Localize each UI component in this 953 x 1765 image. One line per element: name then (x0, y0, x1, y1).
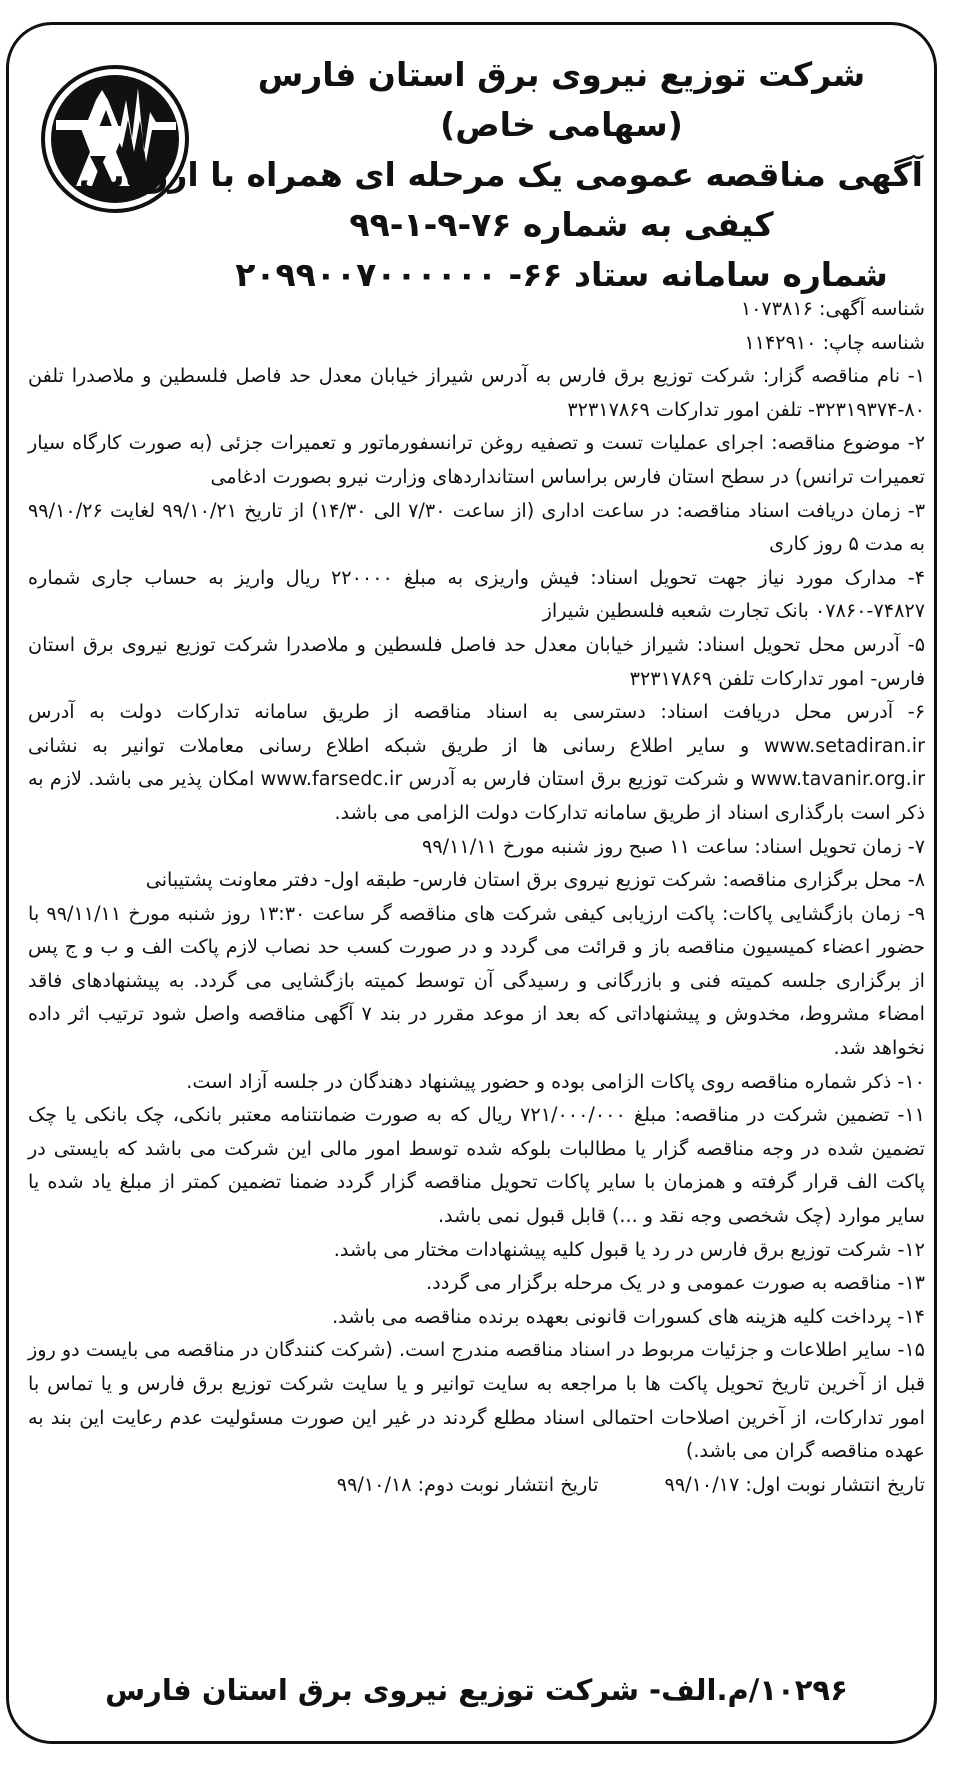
ad-id: شناسه آگهی: ۱۰۷۳۸۱۶ (740, 297, 925, 320)
notice-title: آگهی مناقصه عمومی یک مرحله ای همراه با ارزیابی (78, 155, 923, 194)
item-2: ۲- موضوع مناقصه: اجرای عملیات تست و تصفیه روغن ترانسفورماتور و تعمیرات جزئی (به صورت کارگاه سیار تعمیرات ترانس) در سطح استان فارس براساس استانداردهای وزارت نیرو بصورت ادغامی (28, 431, 925, 488)
item-3: ۳- زمان دریافت اسناد مناقصه: در ساعت اداری (از ساعت ۷/۳۰ الی ۱۴/۳۰) از تاریخ ۹۹/۱۰/۲۱ لغایت ۹۹/۱۰/۲۶ به مدت ۵ روز کاری (28, 498, 925, 556)
item-12: ۱۲- شرکت توزیع برق فارس در رد یا قبول کلیه پیشنهادات مختار می باشد. (333, 1237, 925, 1261)
publication-second: تاریخ انتشار نوبت دوم: ۹۹/۱۰/۱۸ (336, 1472, 599, 1496)
notice-header (78, 50, 923, 300)
setadiran-link[interactable]: www.setadiran.ir (763, 733, 925, 757)
item-15: ۱۵- سایر اطلاعات و جزئیات مربوط در اسناد مناقصه مندرج است. (شرکت کنندگان در مناقصه می بایست دو روز قبل از آخرین تاریخ تحویل پاکت ها با مراجعه به سایت توانیر و یا سایت شرکت توزیع برق فارس و یا تماس با امور تدارکات، از آخرین اصلاحات احتمالی اسناد مطلع گردند در غیر این صورت مسئولیت عدم رعایت این بند به عهده مناقصه گران می باشد.) (28, 1338, 925, 1463)
tender-number: کیفی به شماره ۷۶-۹-۱-۹۹ (349, 205, 774, 244)
farsedc-link[interactable]: www.farsedc.ir (260, 767, 403, 791)
item-5: ۵- آدرس محل تحویل اسناد: شیراز خیابان معدل حد فاصل فلسطین و ملاصدرا شرکت توزیع نیروی برق استان فارس- امور تدارکات تلفن ۳۲۳۱۷۸۶۹ (28, 632, 925, 690)
tavanir-link[interactable]: www.tavanir.org.ir (750, 767, 925, 791)
item-6-text-b: و سایر اطلاع رسانی ها از طریق شبکه اطلاع رسانی معاملات توانیر به نشانی (28, 733, 750, 757)
company-type: (سهامی خاص) (440, 105, 683, 144)
item-9: ۹- زمان بازگشایی پاکات: پاکت ارزیابی کیفی شرکت های مناقصه گر ساعت ۱۳:۳۰ روز شنبه مورخ ۹۹/۱۱/۱۱ با حضور اعضاء کمیسیون مناقصه باز و قرائت می گردد و در صورت کسب حد نصاب لازم پاکت الف و ب و ج پس از برگزاری جلسه کمیته فنی و بازرگانی و رسیدگی آن توسط کمیته بازگشایی می گردد. به پیشنهادهای فاقد امضاء مشروط، مخدوش و پیشنهاداتی که بعد از موعد مقرر در بند ۷ آگهی مناقصه واصل شود ترتیب اثر داده نخواهد شد. (28, 901, 925, 1060)
item-11: ۱۱- تضمین شرکت در مناقصه: مبلغ ۷۲۱/۰۰۰/۰۰۰ ریال که به صورت ضمانتنامه معتبر بانکی، چک بانکی یا چک تضمین شده در وجه مناقصه گزار یا مطالبات بلوکه شده توسط امور مالی این شرکت می باشد که بایستی در پاکت الف قرار گرفته و همزمان با سایر پاکات تحویل مناقصه گزار گردد ضمنا تضمین کمتر از مبلغ یاد شده یا سایر موارد (چک شخصی وجه نقد و ...) قابل قبول نمی باشد. (28, 1103, 925, 1228)
item-14: ۱۴- پرداخت کلیه هزینه های کسورات قانونی بعهده برنده مناقصه می باشد. (332, 1304, 925, 1328)
item-4: ۴- مدارک مورد نیاز جهت تحویل اسناد: فیش واریزی به مبلغ ۲۲۰۰۰۰ ریال واریز به حساب جاری شماره ۷۴۸۲۷-۰۷۸۶۰ بانک تجارت شعبه فلسطین شیراز (28, 565, 925, 623)
item-10: ۱۰- ذکر شماره مناقصه روی پاکات الزامی بوده و حضور پیشنهاد دهندگان در جلسه آزاد است. (186, 1069, 925, 1093)
item-6 (28, 695, 925, 829)
publication-first: تاریخ انتشار نوبت اول: ۹۹/۱۰/۱۷ (664, 1472, 925, 1496)
company-name: شرکت توزیع نیروی برق استان فارس (257, 55, 866, 94)
item-7: ۷- زمان تحویل اسناد: ساعت ۱۱ صبح روز شنبه مورخ ۹۹/۱۱/۱۱ (422, 834, 925, 858)
item-13: ۱۳- مناقصه به صورت عمومی و در یک مرحله برگزار می گردد. (426, 1271, 925, 1295)
setad-number: شماره سامانه ستاد ۶۶- ۲۰۹۹۰۰۷۰۰۰۰۰۰ (235, 255, 888, 294)
item-6-text-c: و شرکت توزیع برق استان فارس به آدرس (408, 767, 745, 791)
notice-signature: ۱۰۲۹۶/م.الف- شرکت توزیع نیروی برق استان فارس (105, 1673, 848, 1707)
item-6-text-a: ۶- آدرس محل دریافت اسناد: دسترسی به اسناد مناقصه از طریق سامانه تدارکات دولت به آدرس (28, 700, 925, 724)
item-6-text-d: امکان پذیر می باشد. لازم به ذکر است بارگذاری اسناد از طریق سامانه تدارکات دولت الزامی می باشد. (28, 767, 925, 824)
publication-dates (28, 1468, 925, 1502)
print-id: شناسه چاپ: ۱۱۴۲۹۱۰ (744, 330, 925, 354)
item-8: ۸- محل برگزاری مناقصه: شرکت توزیع نیروی برق استان فارس- طبقه اول- دفتر معاونت پشتیبانی (145, 868, 925, 892)
item-1: ۱- نام مناقصه گزار: شرکت توزیع برق فارس به آدرس شیراز خیابان معدل حد فاصل فلسطین و ملاصدرا تلفن ۸۰-۳۲۳۱۹۳۷۴- تلفن امور تدارکات ۳۲۳۱۷۸۶۹ (28, 364, 925, 421)
notice-body (28, 292, 925, 1501)
